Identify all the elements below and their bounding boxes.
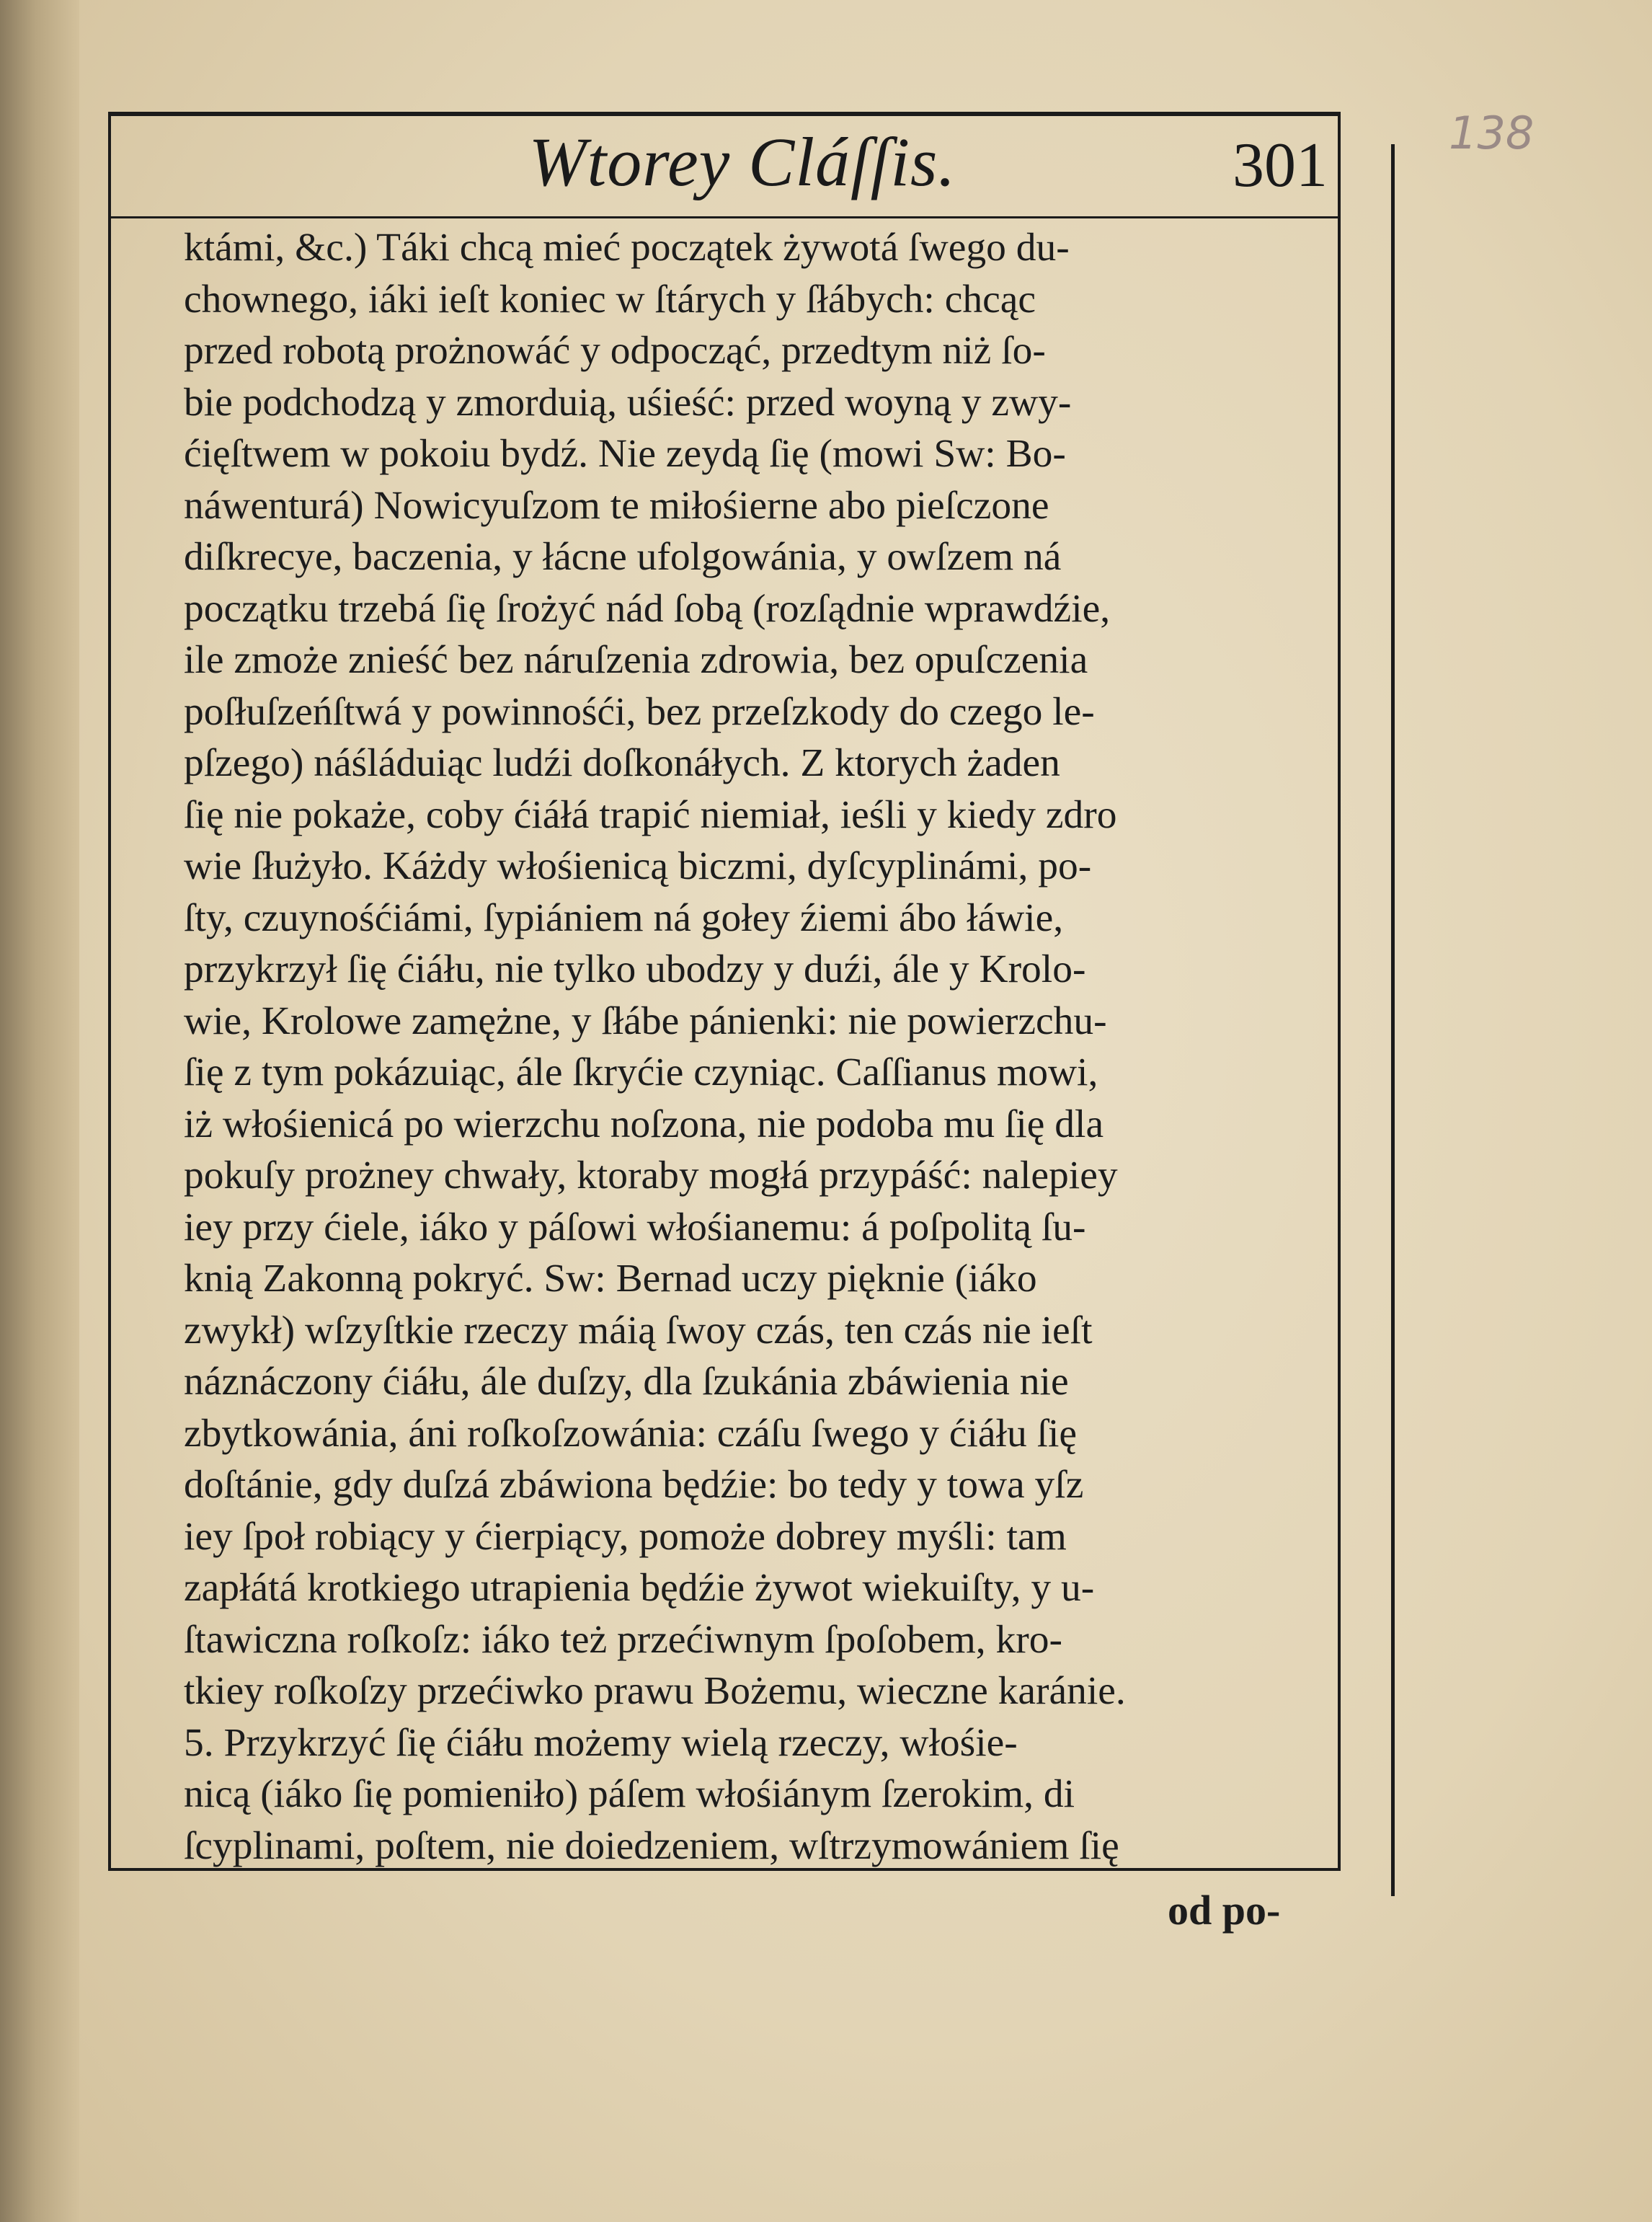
text-line: zwykł) wſzyſtkie rzeczy máią ſwoy czás, ten czás nie ieſt [184,1308,1093,1353]
text-line: diſkrecye, baczenia, y łácne ufolgowánia, y owſzem ná [184,535,1062,579]
text-line: ſtawiczna roſkoſz: iáko też przećiwnym ſpoſobem, kro- [184,1617,1063,1662]
text-line: náznáczony ćiáłu, ále duſzy, dla ſzukánia zbáwienia nie [184,1360,1069,1404]
page-number: 301 [1233,130,1328,200]
outer-right-rule [1391,144,1395,1896]
text-line: ſty, czuynośćiámi, ſypiániem ná gołey źiemi ábo łáwie, [184,895,1064,940]
book-gutter [0,0,79,2222]
text-line: doſtánie, gdy duſzá zbáwiona będźie: bo tedy y towa yſz [184,1463,1084,1507]
text-line: 5. Przykrzyć ſię ćiáłu możemy wielą rzeczy, włośie- [184,1720,1018,1765]
text-line: ktámi, &c.) Táki chcą mieć początek żywotá ſwego du- [184,226,1070,270]
text-line: náwenturá) Nowicyuſzom te miłośierne abo pieſczone [184,483,1049,528]
folio-annotation: 138 [1449,107,1535,159]
text-line: ſcyplinami, poſtem, nie doiedzeniem, wſtrzymowániem ſię [184,1823,1119,1868]
text-line: ſię z tym pokázuiąc, ále ſkryćie czyniąc. Caſſianus mowi, [184,1050,1098,1094]
text-line: iey przy ćiele, iáko y páſowi włośianemu: á poſpolitą ſu- [184,1205,1086,1249]
text-line: ćięſtwem w pokoiu bydź. Nie zeydą ſię (mowi Sw: Bo- [184,432,1066,476]
running-head: Wtorey Cláſſis. [528,123,956,200]
text-line: chownego, iáki ieſt koniec w ſtárych y ſłábych: chcąc [184,277,1036,322]
text-line: nicą (iáko ſię pomieniło) páſem włośiánym ſzerokim, di [184,1772,1075,1816]
text-line: pſzego) náśláduiąc ludźi doſkonáłych. Z ktorych żaden [184,741,1060,785]
text-line: ſię nie pokaże, coby ćiáłá trapić niemiał, ieśli y kiedy zdro [184,792,1117,837]
text-line: iż włośienicá po wierzchu noſzona, nie podoba mu ſię dla [184,1102,1104,1146]
header-rule [108,216,1341,218]
text-line: przykrzył ſię ćiáłu, nie tylko ubodzy y duźi, ále y Krolo- [184,947,1086,991]
text-line: wie ſłużyło. Káżdy włośienicą biczmi, dyſcyplinámi, po- [184,844,1092,888]
text-line: zbytkowánia, áni roſkoſzowánia: czáſu ſwego y ćiáłu ſię [184,1411,1078,1456]
text-line: zapłátá krotkiego utrapienia będźie żywot wiekuiſty, y u- [184,1566,1095,1610]
text-line: knią Zakonną pokryć. Sw: Bernad uczy pięknie (iáko [184,1257,1037,1301]
text-line: poſłuſzeńſtwá y powinnośći, bez przeſzkody do czego le- [184,689,1095,734]
text-line: przed robotą prożnowáć y odpocząć, przedtym niż ſo- [184,329,1046,373]
body-text-block [184,222,1380,1872]
text-line: wie, Krolowe zamężne, y ſłábe pánienki: nie powierzchu- [184,999,1107,1043]
text-line: bie podchodzą y zmorduią, uśieść: przed woyną y zwy- [184,380,1072,425]
text-line: ile zmoże znieść bez náruſzenia zdrowia, bez opuſczenia [184,638,1088,682]
text-line: tkiey roſkoſzy przećiwko prawu Bożemu, wieczne karánie. [184,1669,1126,1713]
text-line: pokuſy prożney chwały, ktoraby mogłá przypáść: nalepiey [184,1154,1118,1198]
catchword: od po- [1168,1887,1281,1934]
text-line: początku trzebá ſię ſrożyć nád ſobą (rozſądnie wprawdźie, [184,586,1111,631]
text-line: iey ſpoł robiący y ćierpiący, pomoże dobrey myśli: tam [184,1514,1067,1559]
